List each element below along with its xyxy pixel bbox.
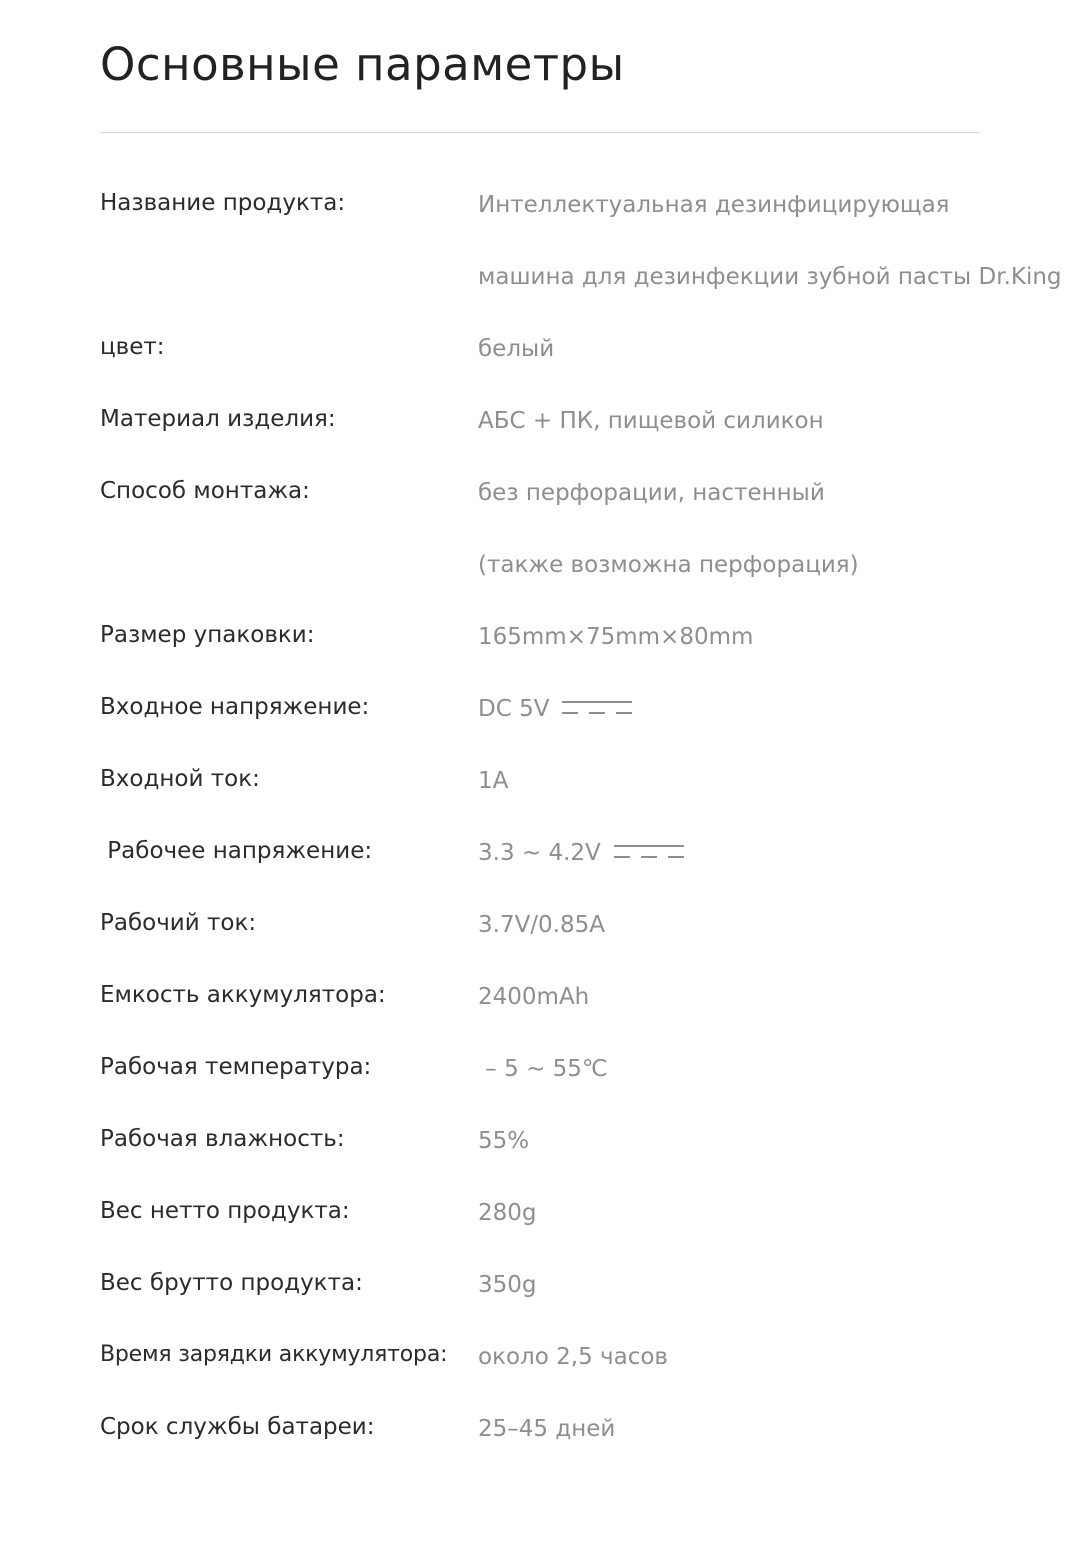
spec-row-operating-temperature [100,1036,1075,1108]
spec-label: Рабочее напряжение: [100,838,373,864]
spec-value: без перфорации, настенный [478,480,825,506]
spec-table [100,172,1075,1468]
spec-label: Срок службы батареи: [100,1414,375,1440]
spec-row-package-size [100,604,1075,676]
spec-row-product-name-continued [100,244,1075,316]
spec-value: АБС + ПК, пищевой силикон [478,408,824,434]
spec-value: 25–45 дней [478,1416,616,1442]
spec-row-charging-time [100,1324,1075,1396]
spec-row-operating-voltage [100,820,1075,892]
spec-value: 280g [478,1200,537,1226]
spec-label: Рабочая температура: [100,1054,372,1080]
spec-value: Интеллектуальная дезинфицирующая [478,192,950,218]
spec-row-net-weight [100,1180,1075,1252]
spec-value: 165mm×75mm×80mm [478,624,754,650]
spec-value: 350g [478,1272,537,1298]
spec-row-material [100,388,1075,460]
spec-label: Размер упаковки: [100,622,315,648]
spec-row-battery-capacity [100,964,1075,1036]
spec-label: Название продукта: [100,190,346,216]
spec-row-battery-life [100,1396,1075,1468]
spec-row-color [100,316,1075,388]
dc-current-icon [613,843,685,861]
dc-current-icon [561,699,633,717]
spec-label: Емкость аккумулятора: [100,982,386,1008]
spec-value: белый [478,336,555,362]
spec-value: около 2,5 часов [478,1344,668,1370]
spec-row-operating-current [100,892,1075,964]
spec-row-mounting-continued [100,532,1075,604]
spec-value: DC 5V [478,696,550,722]
spec-label: Время зарядки аккумулятора: [100,1342,448,1367]
spec-row-input-voltage [100,676,1075,748]
spec-row-operating-humidity [100,1108,1075,1180]
spec-row-mounting [100,460,1075,532]
spec-label: Рабочий ток: [100,910,257,936]
spec-label: Способ монтажа: [100,478,310,504]
spec-label: цвет: [100,334,165,360]
spec-value-wrapper [478,840,685,866]
spec-value: – 5 ~ 55℃ [478,1056,608,1082]
spec-row-gross-weight [100,1252,1075,1324]
spec-value: 2400mAh [478,984,590,1010]
spec-value: (также возможна перфорация) [478,552,859,578]
spec-value-wrapper [478,696,633,722]
spec-label: Входное напряжение: [100,694,370,720]
title-divider [100,132,980,133]
spec-value: 55% [478,1128,530,1154]
spec-value: 1A [478,768,509,794]
spec-value: 3.7V/0.85A [478,912,606,938]
spec-label: Входной ток: [100,766,260,792]
spec-label: Рабочая влажность: [100,1126,345,1152]
spec-value: машина для дезинфекции зубной пасты Dr.King [478,264,1062,290]
spec-row-input-current [100,748,1075,820]
spec-label: Вес нетто продукта: [100,1198,350,1224]
spec-label: Материал изделия: [100,406,336,432]
spec-label: Вес брутто продукта: [100,1270,363,1296]
spec-value: 3.3 ~ 4.2V [478,840,601,866]
page-title: Основные параметры [100,38,625,91]
spec-row-product-name [100,172,1075,244]
